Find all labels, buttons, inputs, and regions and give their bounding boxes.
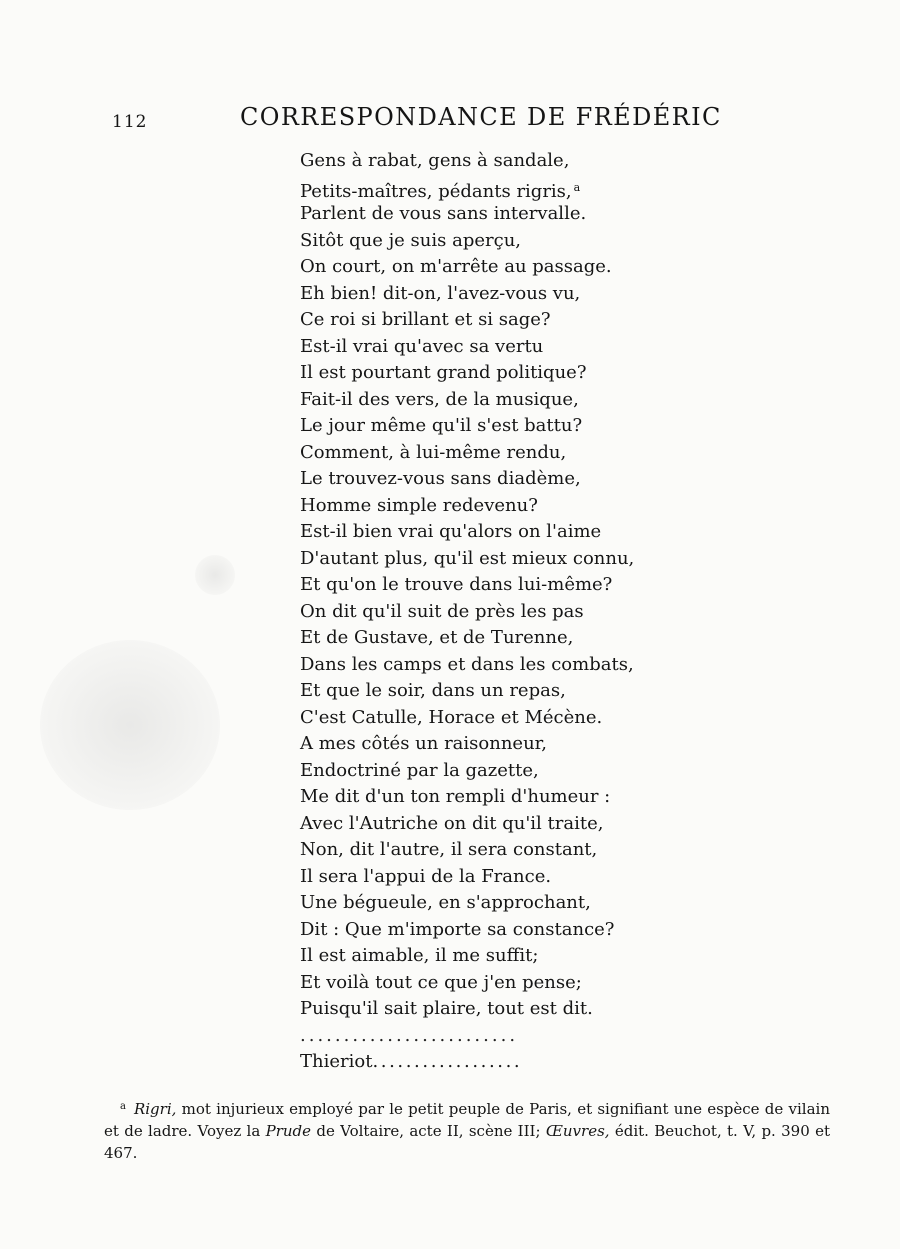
poem-line: Ce roi si brillant et si sage? (300, 309, 551, 330)
page-smudge (40, 640, 220, 810)
footnote-term: Rigri, (133, 1100, 177, 1118)
poem-line: Non, dit l'autre, il sera constant, (300, 839, 598, 860)
poem-line: Il est aimable, il me suffit; (300, 945, 539, 966)
poem-line: Le trouvez-vous sans diadème, (300, 468, 581, 489)
footnote (104, 1096, 830, 1164)
poem-line: Parlent de vous sans intervalle. (300, 203, 587, 224)
poem-line: Endoctriné par la gazette, (300, 759, 539, 781)
poem-line: C'est Catulle, Horace et Mécène. (300, 706, 603, 728)
poem-line: Et que le soir, dans un repas, (300, 680, 566, 701)
footnote-work-title: Prude (265, 1122, 312, 1140)
poem-line: A mes côtés un raisonneur, (300, 733, 548, 754)
poem-line: Avec l'Autriche on dit qu'il traite, (300, 812, 604, 834)
poem-line: Fait-il des vers, de la musique, (300, 388, 579, 410)
poem-line: Puisqu'il sait plaire, tout est dit. (300, 998, 593, 1019)
poem-line: Une bégueule, en s'approchant, (300, 892, 591, 913)
footnote-edition-title: Œuvres, (545, 1122, 610, 1140)
poem-line: Gens à rabat, gens à sandale, (300, 150, 570, 171)
poem-line: Comment, à lui-même rendu, (300, 441, 567, 463)
poem (300, 148, 720, 1076)
footnote-reference: a (573, 180, 581, 194)
ellipsis-line: ......................... (300, 1024, 519, 1046)
poem-line: D'autant plus, qu'il est mieux connu, (300, 547, 635, 569)
poem-line: Est-il bien vrai qu'alors on l'aime (300, 521, 602, 542)
poem-line: Dans les camps et dans les combats, (300, 653, 634, 675)
poem-line: Il sera l'appui de la France. (300, 865, 552, 887)
poem-line: On dit qu'il suit de près les pas (300, 600, 584, 622)
poem-line: Il est pourtant grand politique? (300, 362, 587, 383)
poem-line: Et de Gustave, et de Turenne, (300, 627, 574, 648)
poem-line: Petits-maîtres, pédants rigris, $^a$ (300, 180, 581, 202)
running-title: CORRESPONDANCE DE FRÉDÉRIC (240, 103, 722, 131)
signature-name: Thieriot (300, 1051, 373, 1072)
footnote-text: édit. Beuchot, t. V, p. 390 et 467. (104, 1122, 830, 1162)
page-smudge (195, 555, 235, 595)
signature (300, 1049, 720, 1076)
footnote-text: de Voltaire, acte II, scène III; (311, 1122, 546, 1140)
poem-line: Le jour même qu'il s'est battu? (300, 415, 583, 436)
signature-dots: .................. (372, 1051, 523, 1072)
poem-line: Et voilà tout ce que j'en pense; (300, 971, 582, 993)
footnote-text: mot injurieux employé par le petit peuple de Paris, et signifiant une espèce de vilain et de ladre. Voyez la (104, 1100, 830, 1140)
poem-line: Dit : Que m'importe sa constance? (300, 918, 615, 940)
poem-line: Eh bien! dit-on, l'avez-vous vu, (300, 282, 581, 304)
poem-line: Homme simple redevenu? (300, 494, 538, 516)
poem-line: On court, on m'arrête au passage. (300, 256, 612, 277)
page-number: 112 (112, 112, 148, 132)
page-header (0, 100, 900, 140)
poem-line: Et qu'on le trouve dans lui-même? (300, 574, 613, 595)
poem-line: Est-il vrai qu'avec sa vertu (300, 335, 544, 357)
poem-line: Me dit d'un ton rempli d'humeur : (300, 786, 611, 807)
footnote-marker: a (120, 1101, 126, 1112)
poem-line: Sitôt que je suis aperçu, (300, 229, 522, 251)
